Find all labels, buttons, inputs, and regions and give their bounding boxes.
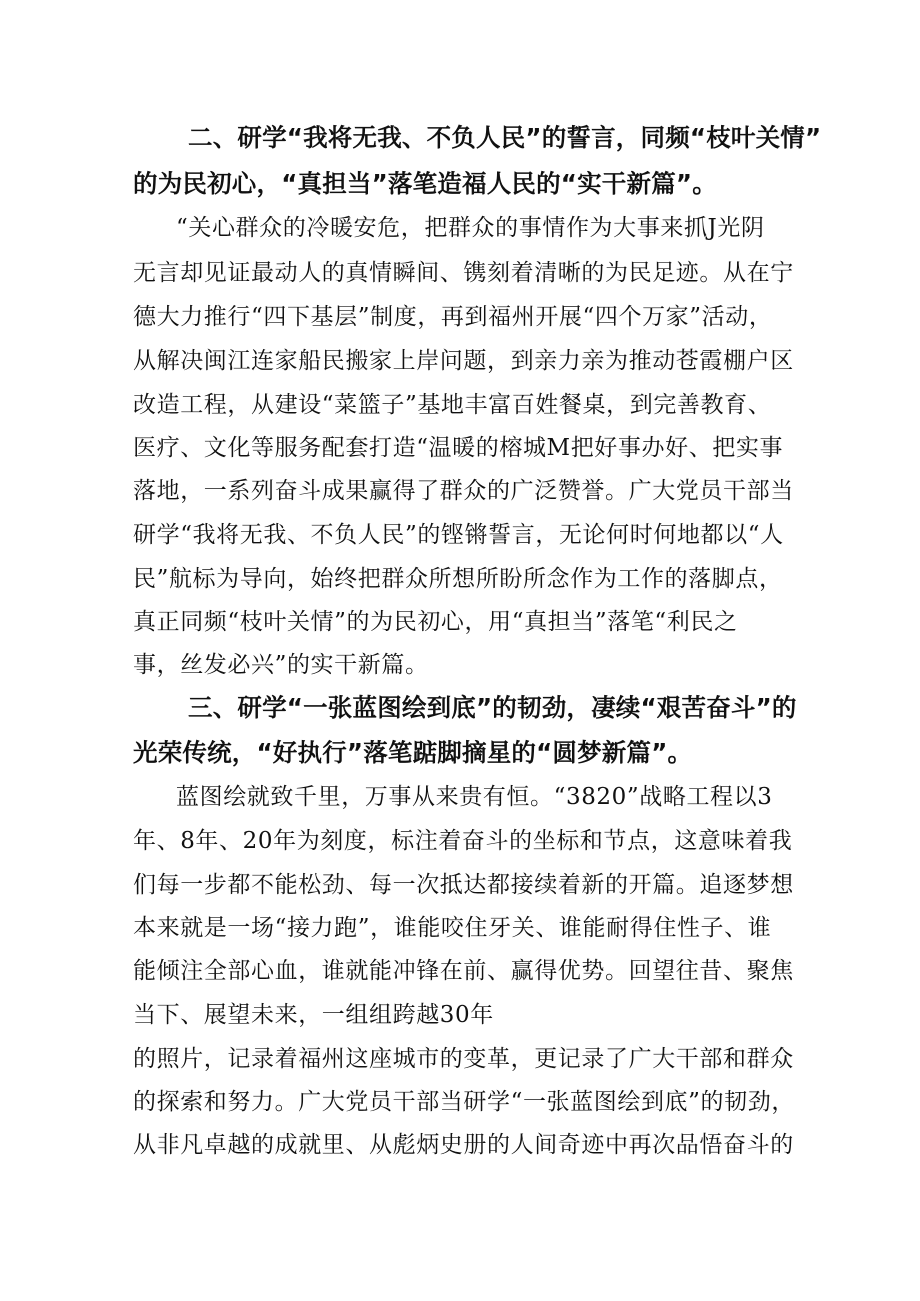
section-3-paragraph-line-1: 蓝图绘就致千里，万事从来贵有恒。“3820”战略工程以3 bbox=[176, 784, 773, 810]
section-2-paragraph-line-1: “关心群众的冷暖安危，把群众的事情作为大事来抓J光阴 bbox=[176, 215, 765, 241]
section-3-paragraph-line-2: 年、8年、20年为刻度，标注着奋斗的坐标和节点，这意味着我 bbox=[133, 828, 793, 854]
section-2-heading-line-2: 的为民初心，“真担当”落笔造福人民的“实干新篇”。 bbox=[133, 169, 717, 198]
section-3-paragraph-line-7: 的照片，记录着福州这座城市的变革，更记录了广大干部和群众 bbox=[133, 1046, 794, 1072]
section-2-paragraph-line-3: 德大力推行“四下基层”制度，再到福州开展“四个万家”活动， bbox=[133, 304, 773, 330]
section-3-paragraph-line-3: 们每一步都不能松劲、每一次抵达都接续着新的开篇。追逐梦想 bbox=[133, 872, 794, 898]
section-3-heading-line-1: 三、研学“一张蓝图绘到底”的韧劲，凄续“艰苦奋斗”的 bbox=[188, 693, 797, 722]
section-2-paragraph-line-4: 从解决闽江连家船民搬家上岸问题，到亲力亲为推动苍霞棚户区 bbox=[133, 348, 794, 374]
section-3-paragraph-line-6: 当下、展望未来，一组组跨越30年 bbox=[133, 1002, 494, 1028]
section-2-paragraph-line-10: 真正同频“枝叶关情”的为民初心，用“真担当”落笔“利民之 bbox=[133, 609, 738, 635]
section-2-paragraph-line-7: 落地，一系列奋斗成果赢得了群众的广泛赞誉。广大党员干部当 bbox=[133, 478, 794, 504]
section-3-heading-line-2: 光荣传统，“好执行”落笔踮脚摘星的“圆梦新篇”。 bbox=[133, 738, 693, 767]
section-2-paragraph-line-9: 民”航标为导向，始终把群众所想所盼所念作为工作的落脚点， bbox=[133, 566, 783, 592]
section-2-paragraph-line-6: 医疗、文化等服务配套打造“温暖的榕城M把好事办好、把实事 bbox=[133, 435, 784, 461]
section-2-paragraph-line-5: 改造工程，从建设“菜篮子”基地丰富百姓餐桌，到完善教育、 bbox=[133, 392, 772, 418]
section-2-paragraph-line-11: 事，丝发必兴”的实干新篇。 bbox=[133, 652, 429, 678]
section-2-paragraph-line-8: 研学“我将无我、不负人民”的铿锵誓言，无论何时何地都以“人 bbox=[133, 522, 784, 548]
section-3-paragraph-line-9: 从非凡卓越的成就里、从彪炳史册的人间奇迹中再次品悟奋斗的 bbox=[133, 1132, 794, 1158]
section-3-paragraph-line-8: 的探索和努力。广大党员干部当研学“一张蓝图绘到底”的韧劲， bbox=[133, 1089, 795, 1115]
section-3-paragraph-line-5: 能倾注全部心血，谁就能冲锋在前、赢得优势。回望往昔、聚焦 bbox=[133, 958, 794, 984]
section-2-paragraph-line-2: 无言却见证最动人的真情瞬间、镌刻着清晰的为民足迹。从在宁 bbox=[133, 260, 794, 286]
section-2-heading-line-1: 二、研学“我将无我、不负人民”的誓言，同频“枝叶关情” bbox=[188, 123, 822, 152]
section-3-paragraph-line-4: 本来就是一场“接力跑”，谁能咬住牙关、谁能耐得住性子、谁 bbox=[133, 915, 772, 941]
